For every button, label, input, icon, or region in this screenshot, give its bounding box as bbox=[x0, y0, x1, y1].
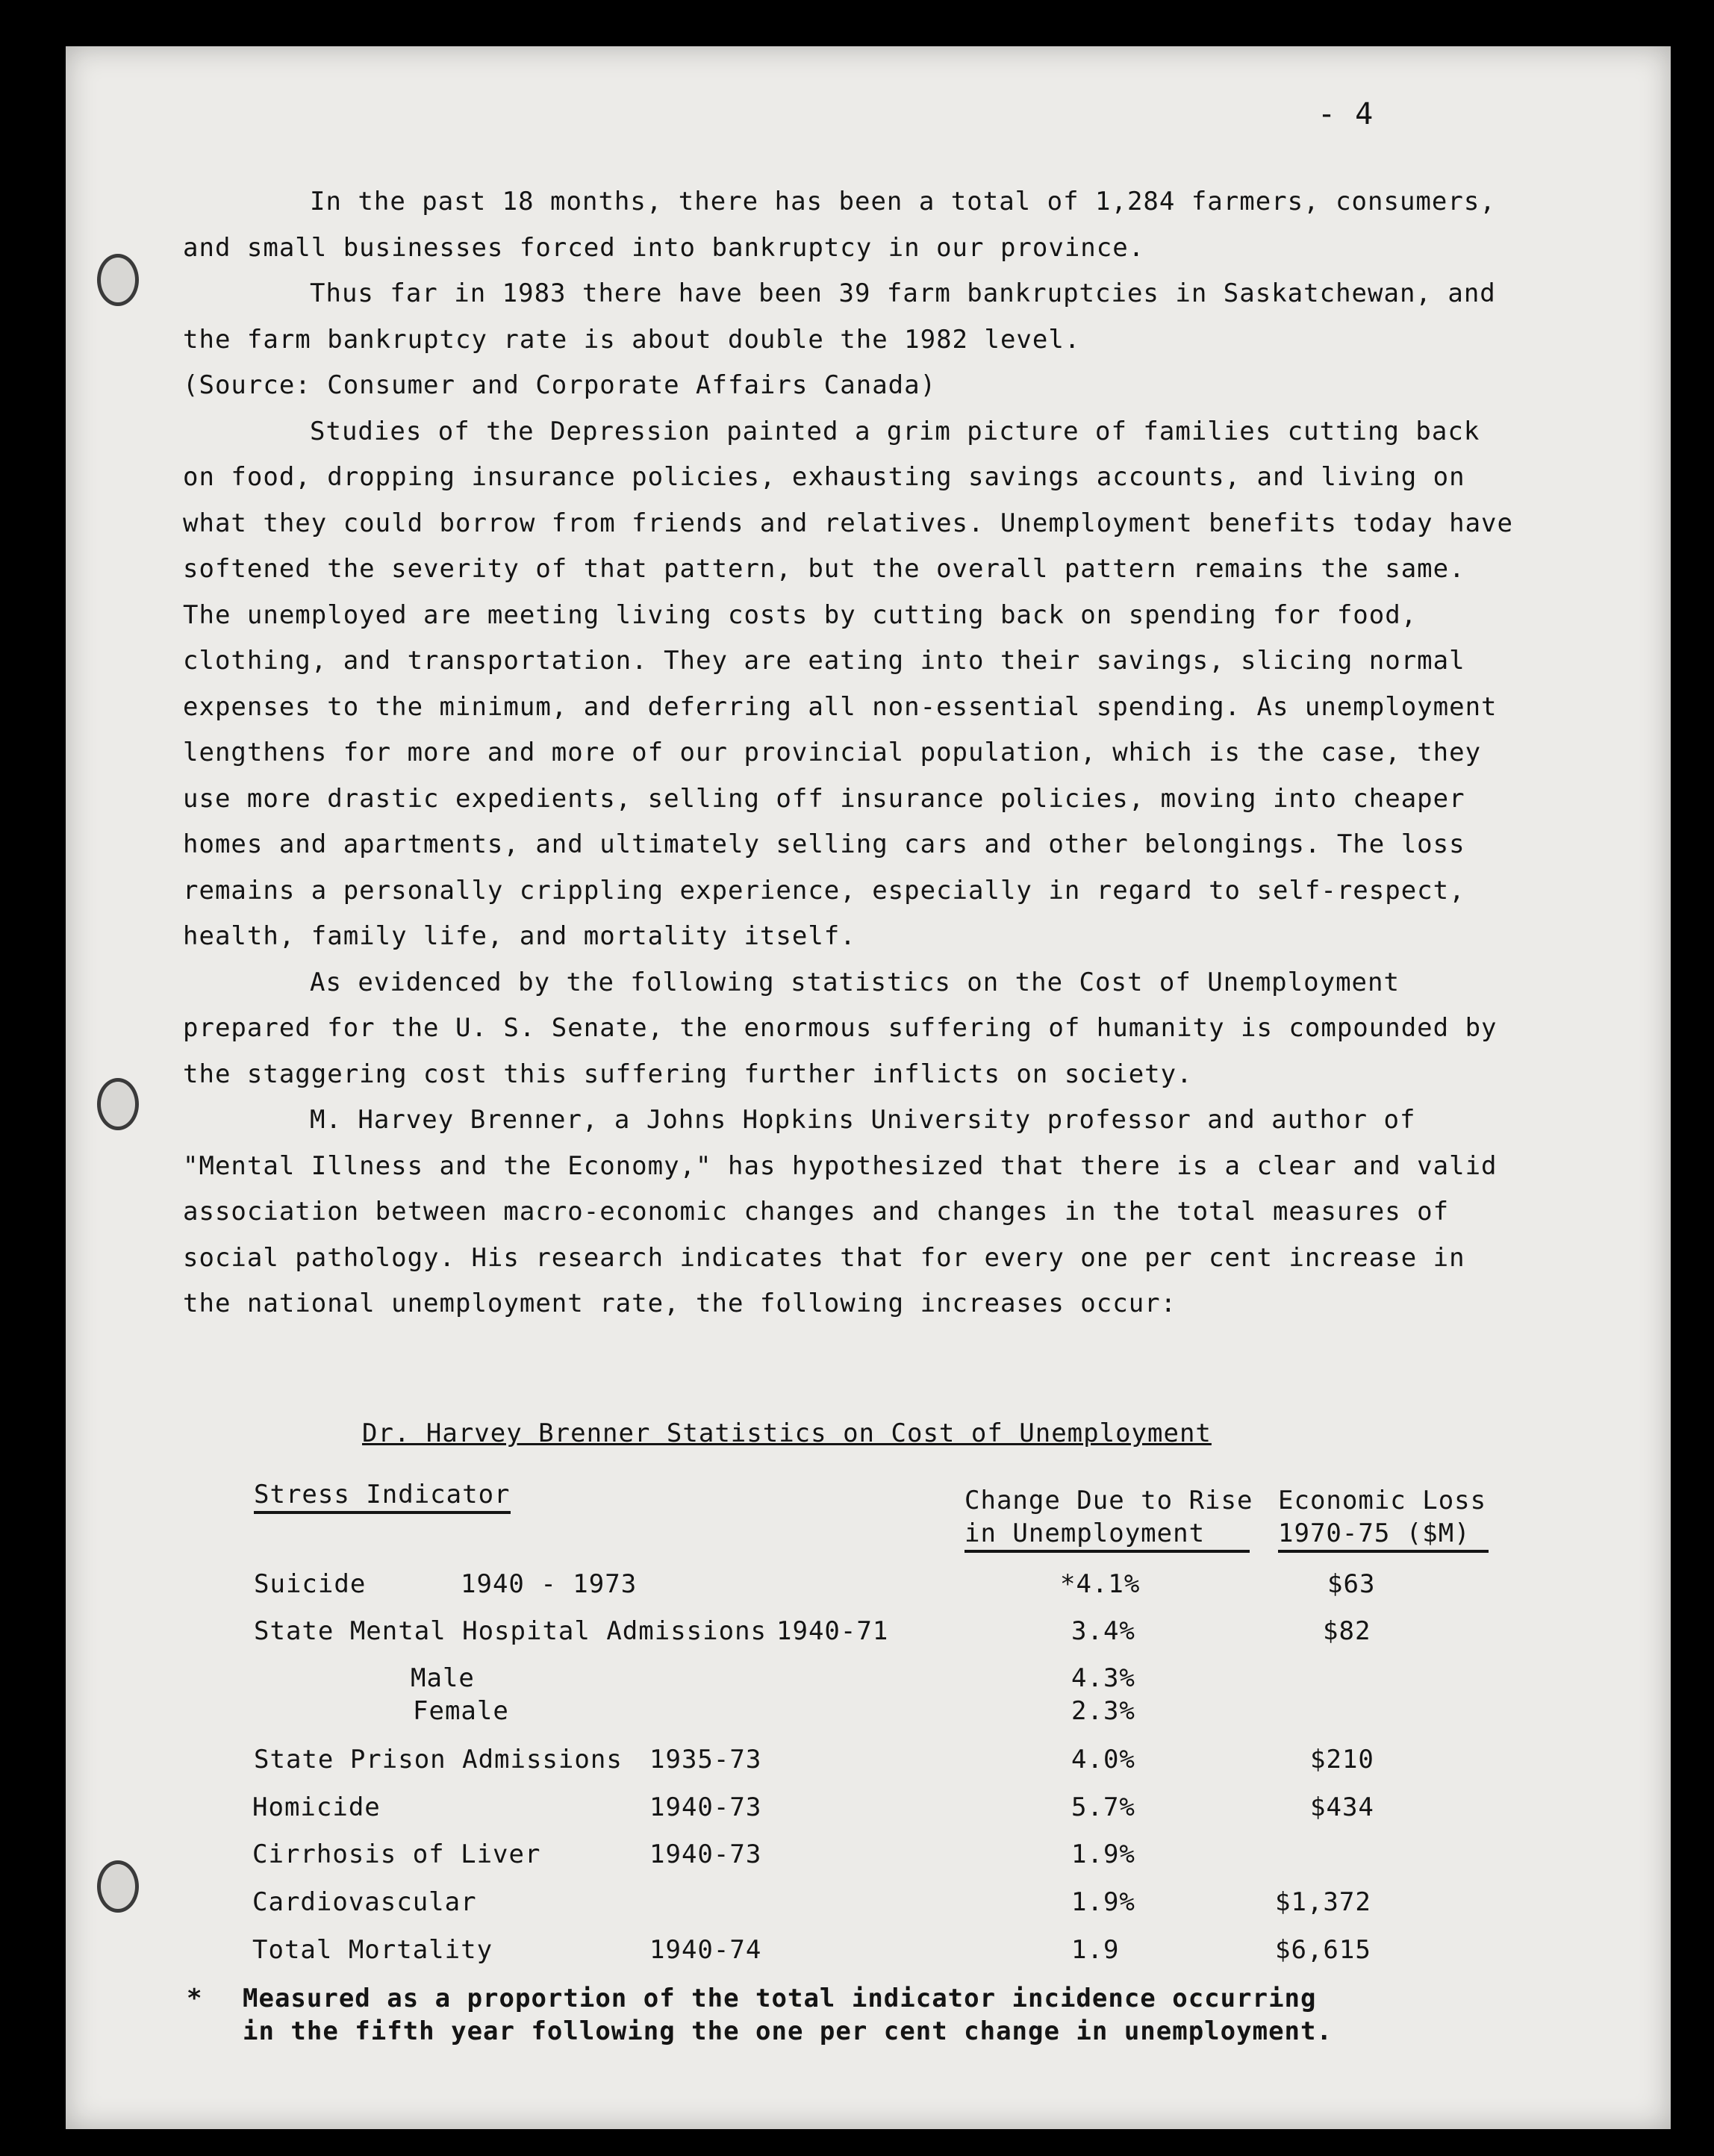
body-text bbox=[183, 179, 1527, 1327]
row-indicator: Cardiovascular bbox=[252, 1887, 477, 1917]
row-period: 1940 - 1973 bbox=[461, 1569, 638, 1599]
row-change: 2.3% bbox=[1071, 1696, 1135, 1726]
row-change: 4.3% bbox=[1071, 1663, 1135, 1693]
table-row bbox=[0, 1792, 1605, 1830]
paragraph-senate-statistics: As evidenced by the following statistics on the Cost of Unemployment prepared for the U. S. Senate, the enormous suffering of humanity is compounded by the staggering cost this suffering further inflicts on society. bbox=[183, 967, 1498, 1089]
row-period: 1940-73 bbox=[649, 1792, 762, 1822]
header-stress-indicator bbox=[254, 1478, 511, 1514]
row-loss: $1,372 bbox=[1275, 1887, 1371, 1917]
table-row bbox=[0, 1696, 1605, 1733]
row-loss: $6,615 bbox=[1275, 1935, 1371, 1965]
header-change-line1: Change Due to Rise bbox=[964, 1486, 1253, 1515]
paragraph-source: (Source: Consumer and Corporate Affairs Canada) bbox=[183, 370, 937, 400]
row-change: 5.7% bbox=[1071, 1792, 1135, 1822]
paragraph-bankruptcies: In the past 18 months, there has been a total of 1,284 farmers, consumers, and small businesses forced into bankruptcy in our province. bbox=[183, 187, 1496, 263]
page-number: - 4 bbox=[1318, 97, 1374, 131]
header-loss-line2: 1970-75 ($M) bbox=[1278, 1517, 1489, 1553]
paragraph-farm-bankruptcies: Thus far in 1983 there have been 39 farm bankruptcies in Saskatchewan, and the farm bankruptcy rate is about double the 1982 level. bbox=[183, 278, 1496, 355]
row-period: 1940-73 bbox=[649, 1839, 762, 1869]
header-indicator-label: Stress Indicator bbox=[254, 1478, 511, 1514]
table-row bbox=[0, 1935, 1605, 1972]
header-change-line2: in Unemployment bbox=[964, 1517, 1250, 1553]
row-loss: $63 bbox=[1327, 1569, 1376, 1599]
row-indicator: Homicide bbox=[252, 1792, 381, 1822]
row-loss: $434 bbox=[1310, 1792, 1374, 1822]
table-row bbox=[0, 1839, 1605, 1877]
row-change: 1.9% bbox=[1071, 1839, 1135, 1869]
row-period: 1935-73 bbox=[649, 1745, 762, 1775]
table-row bbox=[0, 1663, 1605, 1701]
row-indicator: Total Mortality bbox=[252, 1935, 493, 1965]
row-indicator: State Mental Hospital Admissions bbox=[254, 1616, 767, 1646]
binder-hole-top bbox=[97, 254, 139, 306]
footnote-text: Measured as a proportion of the total indicator incidence occurring in the fifth year following the one per cent change in unemployment. bbox=[243, 1984, 1333, 2046]
footnote-asterisk: * bbox=[187, 1984, 203, 2013]
row-change: 4.0% bbox=[1071, 1745, 1135, 1775]
table-row bbox=[0, 1616, 1605, 1654]
row-loss: $82 bbox=[1323, 1616, 1371, 1646]
table-title: Dr. Harvey Brenner Statistics on Cost of Unemployment bbox=[362, 1418, 1212, 1448]
header-loss-line1: Economic Loss bbox=[1278, 1486, 1487, 1515]
row-change: 1.9% bbox=[1071, 1887, 1135, 1917]
table-row bbox=[0, 1569, 1605, 1607]
row-indicator: Suicide bbox=[254, 1569, 367, 1599]
row-indicator: Cirrhosis of Liver bbox=[252, 1839, 541, 1869]
row-loss: $210 bbox=[1310, 1745, 1374, 1775]
paragraph-depression: Studies of the Depression painted a grim picture of families cutting back on food, dropping insurance policies, exhausting savings accounts, and living on what they could borrow from friends and relatives. Unemployment benefits today have softened the severity of that pattern, but the overall pattern remains the same. The unemployed are meeting living costs by cutting back on spending for food, clothing, and transportation. They are eating into their savings, slicing normal expenses to the minimum, and deferring all non-essential spending. As unemployment lengthens for more and more of our provincial population, which is the case, they use more drastic expedients, selling off insurance policies, moving into cheaper homes and apartments, and ultimately selling cars and other belongings. The loss remains a personally crippling experience, especially in regard to self-respect, health, family life, and mortality itself. bbox=[183, 416, 1513, 951]
row-indicator: Male bbox=[411, 1663, 475, 1693]
header-change bbox=[964, 1484, 1253, 1553]
table-row bbox=[0, 1887, 1605, 1925]
row-change: 3.4% bbox=[1071, 1616, 1135, 1646]
binder-hole-middle bbox=[97, 1078, 139, 1130]
row-indicator: Female bbox=[413, 1696, 509, 1726]
paragraph-brenner: M. Harvey Brenner, a Johns Hopkins University professor and author of "Mental Illness and the Economy," has hypothesized that there is a clear and valid association between macro-economic changes and changes in the total measures of social pathology. His research indicates that for every one per cent increase in the national unemployment rate, the following increases occur: bbox=[183, 1105, 1498, 1318]
row-change: *4.1% bbox=[1060, 1569, 1141, 1599]
row-period: 1940-71 bbox=[776, 1616, 889, 1646]
row-change: 1.9 bbox=[1071, 1935, 1120, 1965]
row-period: 1940-74 bbox=[649, 1935, 762, 1965]
row-indicator: State Prison Admissions bbox=[254, 1745, 623, 1775]
table-row bbox=[0, 1745, 1605, 1782]
header-loss bbox=[1278, 1484, 1489, 1553]
